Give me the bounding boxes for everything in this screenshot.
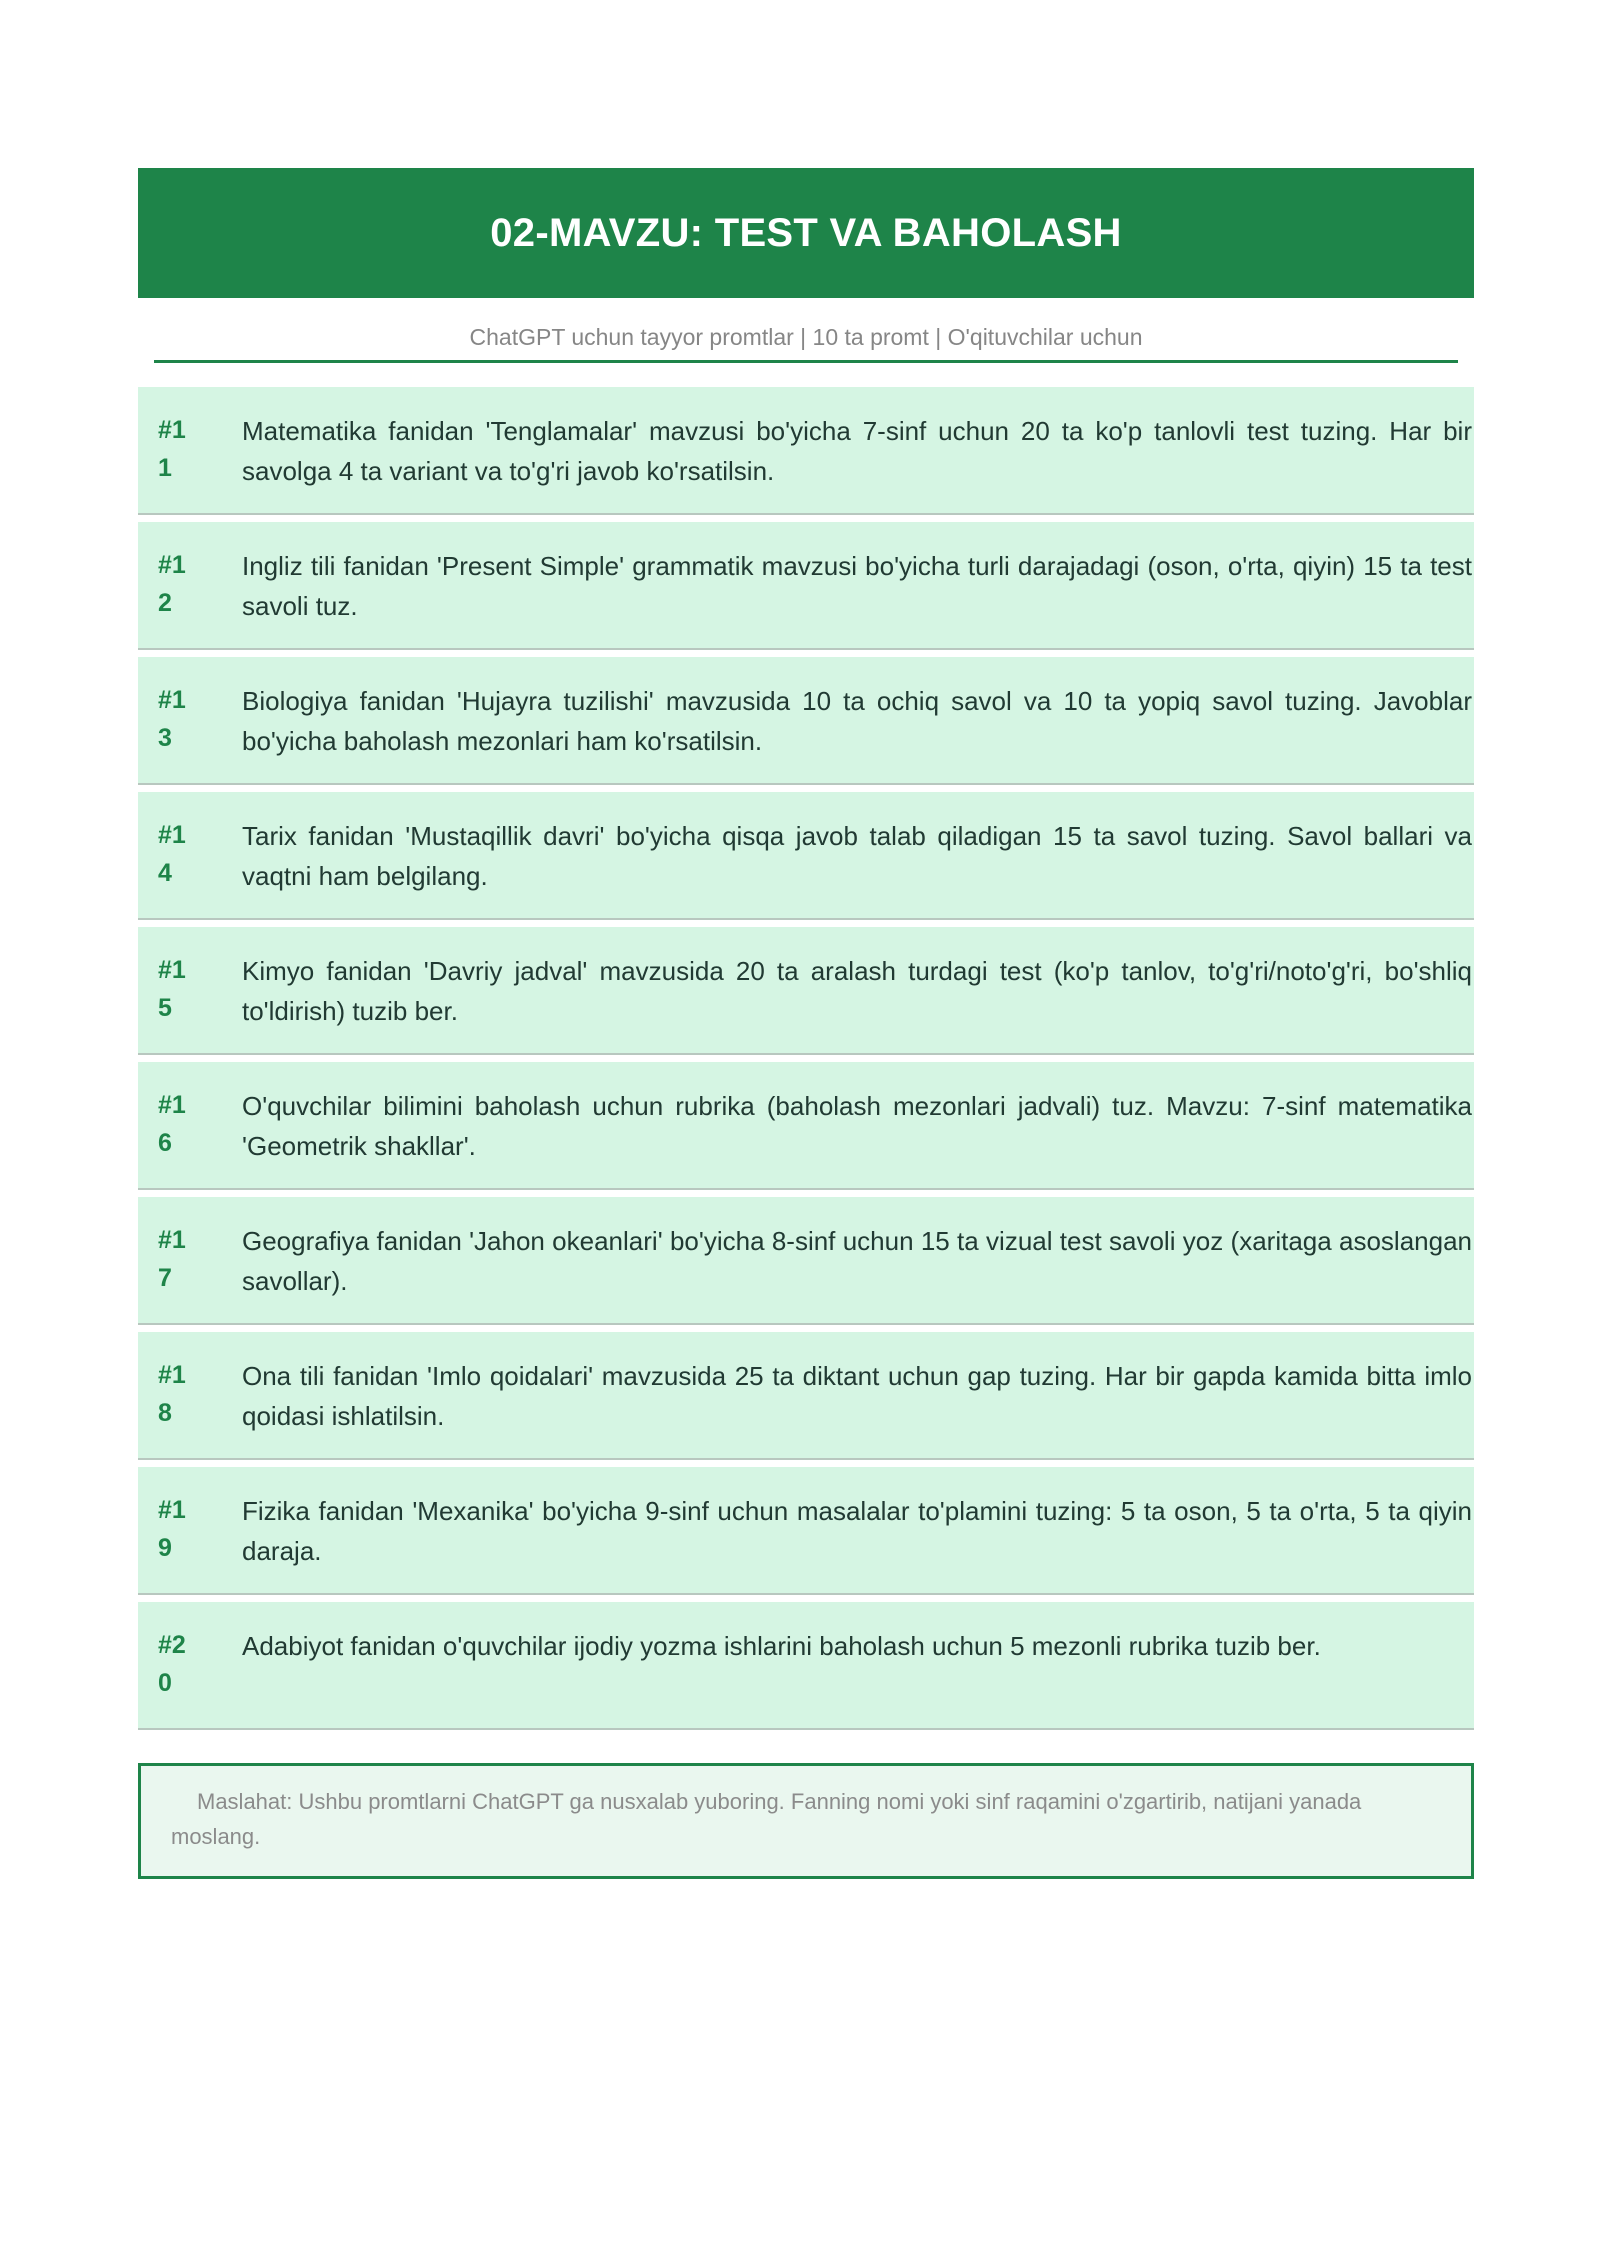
prompt-number-line: 5 [158,994,172,1022]
prompt-number-line: 8 [158,1399,172,1427]
document-page [138,168,1474,1879]
prompt-item [138,1062,1474,1190]
prompt-text: Tarix fanidan 'Mustaqillik davri' bo'yicha qisqa javob talab qiladigan 15 ta savol tuzing. Savol ballari va vaqtni ham belgilang. [242,821,1472,891]
prompt-item [138,1197,1474,1325]
prompt-text: O'quvchilar bilimini baholash uchun rubrika (baholash mezonlari jadvali) tuz. Mavzu: 7-sinf matematika 'Geometrik shakllar'. [242,1091,1472,1161]
prompt-number-line: 0 [158,1669,172,1697]
prompt-text: Matematika fanidan 'Tenglamalar' mavzusi bo'yicha 7-sinf uchun 20 ta ko'p tanlovli test tuzing. Har bir savolga 4 ta variant va to'g'ri javob ko'rsatilsin. [242,416,1472,486]
tip-box [138,1763,1474,1879]
prompt-text: Fizika fanidan 'Mexanika' bo'yicha 9-sinf uchun masalalar to'plamini tuzing: 5 ta oson, 5 ta o'rta, 5 ta qiyin daraja. [242,1496,1472,1566]
prompt-number [158,1626,218,1728]
prompt-number-line: 9 [158,1534,172,1562]
prompt-number-line: #1 [158,821,186,849]
prompt-number [158,1491,218,1593]
tip-text: Maslahat: Ushbu promtlarni ChatGPT ga nusxalab yuboring. Fanning nomi yoki sinf raqamini o'zgartirib, natijani yanada moslang. [171,1789,1362,1849]
prompt-text: Adabiyot fanidan o'quvchilar ijodiy yozma ishlarini baholash uchun 5 mezonli rubrika tuzib ber. [242,1631,1321,1661]
prompt-number-line: 4 [158,859,172,887]
prompt-item [138,927,1474,1055]
prompt-number-line: #1 [158,956,186,984]
prompt-item [138,1602,1474,1730]
prompt-number-line: #1 [158,1361,186,1389]
prompt-text: Ingliz tili fanidan 'Present Simple' grammatik mavzusi bo'yicha turli darajadagi (oson, o'rta, qiyin) 15 ta test savoli tuz. [242,551,1472,621]
prompt-number [158,411,218,513]
prompt-text: Ona tili fanidan 'Imlo qoidalari' mavzusida 25 ta diktant uchun gap tuzing. Har bir gapda kamida bitta imlo qoidasi ishlatilsin. [242,1361,1472,1431]
prompt-item [138,1467,1474,1595]
title-banner [138,168,1474,298]
subtitle-divider [154,360,1458,363]
prompt-item [138,387,1474,515]
prompt-number [158,1356,218,1458]
prompt-number [158,1221,218,1323]
prompt-number [158,1086,218,1188]
prompt-number [158,546,218,648]
prompt-number-line: #2 [158,1631,186,1659]
prompt-number-line: 2 [158,589,172,617]
page-title: 02-MAVZU: TEST VA BAHOLASH [490,210,1122,255]
prompt-number [158,816,218,918]
prompt-number-line: #1 [158,686,186,714]
prompt-item [138,657,1474,785]
prompt-item [138,522,1474,650]
prompt-number [158,681,218,783]
prompt-text: Biologiya fanidan 'Hujayra tuzilishi' mavzusida 10 ta ochiq savol va 10 ta yopiq savol tuzing. Javoblar bo'yicha baholash mezonlari ham ko'rsatilsin. [242,686,1472,756]
prompt-number-line: 1 [158,454,172,482]
prompt-item [138,792,1474,920]
prompt-text: Geografiya fanidan 'Jahon okeanlari' bo'yicha 8-sinf uchun 15 ta vizual test savoli yoz (xaritaga asoslangan savollar). [242,1226,1472,1296]
prompt-number-line: 6 [158,1129,172,1157]
prompt-text: Kimyo fanidan 'Davriy jadval' mavzusida 20 ta aralash turdagi test (ko'p tanlov, to'g'ri/noto'g'ri, bo'shliq to'ldirish) tuzib ber. [242,956,1472,1026]
page-subtitle: ChatGPT uchun tayyor promtlar | 10 ta promt | O'qituvchilar uchun [469,324,1143,350]
prompt-number-line: #1 [158,1496,186,1524]
prompt-number-line: 7 [158,1264,172,1292]
prompt-list [138,387,1474,1730]
prompt-number [158,951,218,1053]
prompt-item [138,1332,1474,1460]
prompt-number-line: #1 [158,551,186,579]
prompt-number-line: 3 [158,724,172,752]
prompt-number-line: #1 [158,1226,186,1254]
prompt-number-line: #1 [158,1091,186,1119]
prompt-number-line: #1 [158,416,186,444]
